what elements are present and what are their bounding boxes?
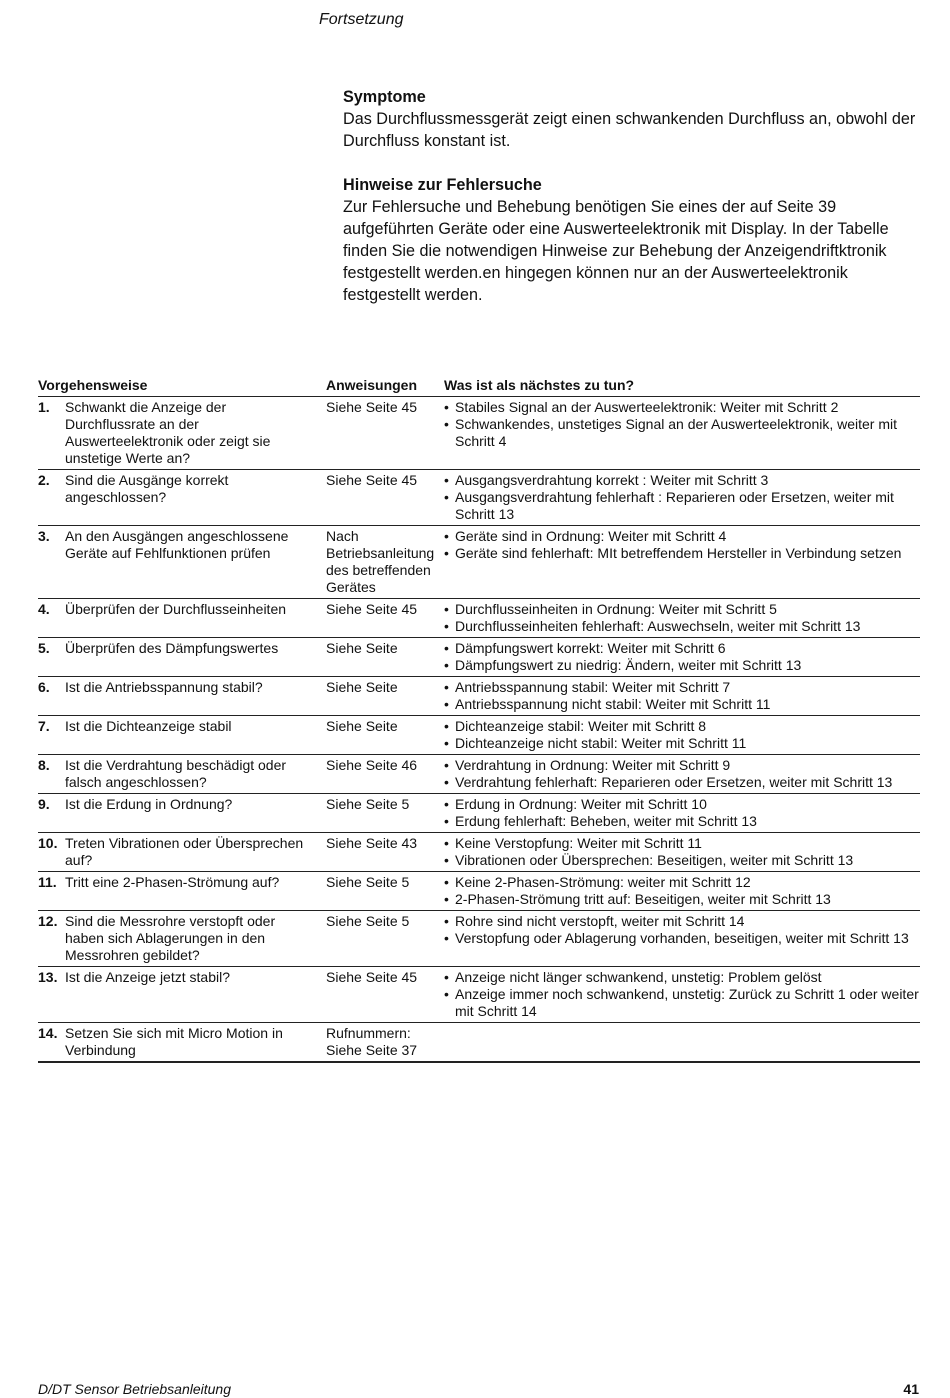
- next-steps-cell: [444, 716, 920, 755]
- next-steps-list: [444, 601, 920, 635]
- table-row: [38, 755, 920, 794]
- next-step-text: Dämpfungswert korrekt: Weiter mit Schritt 6: [455, 640, 726, 656]
- instructions-cell: Siehe Seite 46: [326, 755, 444, 794]
- next-step-item: [444, 679, 920, 696]
- table-row: [38, 716, 920, 755]
- bullet-icon: •: [444, 813, 449, 829]
- step-number: 4.: [38, 601, 50, 617]
- next-step-item: [444, 891, 920, 908]
- next-step-text: 2-Phasen-Strömung tritt auf: Beseitigen, weiter mit Schritt 13: [455, 891, 831, 907]
- bullet-icon: •: [444, 735, 449, 751]
- next-steps-list: [444, 913, 920, 947]
- next-step-item: [444, 657, 920, 674]
- next-step-item: [444, 472, 920, 489]
- step-number: 2.: [38, 472, 50, 488]
- next-step-text: Verdrahtung in Ordnung: Weiter mit Schritt 9: [455, 757, 731, 773]
- next-step-item: [444, 416, 920, 450]
- instructions-cell: Siehe Seite 45: [326, 599, 444, 638]
- procedure-text: Überprüfen des Dämpfungswertes: [65, 640, 279, 656]
- next-step-text: Durchflusseinheiten in Ordnung: Weiter mit Schritt 5: [455, 601, 777, 617]
- bullet-icon: •: [444, 835, 449, 851]
- bullet-icon: •: [444, 679, 449, 695]
- next-step-text: Keine 2-Phasen-Strömung: weiter mit Schritt 12: [455, 874, 751, 890]
- bullet-icon: •: [444, 852, 449, 868]
- bullet-icon: •: [444, 399, 449, 415]
- table-row: [38, 470, 920, 526]
- next-steps-list: [444, 757, 920, 791]
- instructions-cell: Siehe Seite: [326, 677, 444, 716]
- procedure-text: Ist die Anzeige jetzt stabil?: [65, 969, 230, 985]
- procedure-cell: [38, 1023, 326, 1063]
- table-row: [38, 397, 920, 470]
- next-step-item: [444, 796, 920, 813]
- next-step-text: Antriebsspannung nicht stabil: Weiter mit Schritt 11: [455, 696, 771, 712]
- next-step-item: [444, 718, 920, 735]
- next-step-item: [444, 930, 920, 947]
- bullet-icon: •: [444, 969, 449, 985]
- procedure-cell: [38, 911, 326, 967]
- bullet-icon: •: [444, 930, 449, 946]
- procedure-text: Sind die Messrohre verstopft oder haben sich Ablagerungen in den Messrohren gebildet?: [65, 913, 276, 963]
- bullet-icon: •: [444, 913, 449, 929]
- step-number: 1.: [38, 399, 50, 415]
- next-steps-list: [444, 528, 920, 562]
- step-number: 5.: [38, 640, 50, 656]
- procedure-cell: [38, 397, 326, 470]
- table-header-row: [38, 376, 920, 397]
- procedure-cell: [38, 526, 326, 599]
- next-step-item: [444, 835, 920, 852]
- next-steps-cell: [444, 638, 920, 677]
- instructions-cell: Siehe Seite 45: [326, 397, 444, 470]
- table-row: [38, 638, 920, 677]
- next-steps-cell: [444, 677, 920, 716]
- next-step-item: [444, 913, 920, 930]
- procedure-text: An den Ausgängen angeschlossene Geräte auf Fehlfunktionen prüfen: [65, 528, 289, 561]
- bullet-icon: •: [444, 757, 449, 773]
- column-header-next: Was ist als nächstes zu tun?: [444, 376, 920, 397]
- bullet-icon: •: [444, 528, 449, 544]
- next-step-item: [444, 545, 920, 562]
- next-steps-cell: [444, 794, 920, 833]
- bullet-icon: •: [444, 891, 449, 907]
- next-step-text: Anzeige immer noch schwankend, unstetig: Zurück zu Schritt 1 oder weiter mit Schritt 14: [455, 986, 919, 1019]
- procedure-text: Ist die Verdrahtung beschädigt oder falsch angeschlossen?: [65, 757, 287, 790]
- instructions-cell: Siehe Seite 43: [326, 833, 444, 872]
- step-number: 6.: [38, 679, 50, 695]
- procedure-text: Setzen Sie sich mit Micro Motion in Verbindung: [65, 1025, 283, 1058]
- footer-title: D/DT Sensor Betriebsanleitung: [38, 1381, 231, 1397]
- next-steps-list: [444, 718, 920, 752]
- procedure-text: Tritt eine 2-Phasen-Strömung auf?: [65, 874, 280, 890]
- procedure-text: Sind die Ausgänge korrekt angeschlossen?: [65, 472, 229, 505]
- next-steps-list: [444, 874, 920, 908]
- next-steps-cell: [444, 397, 920, 470]
- next-step-text: Erdung in Ordnung: Weiter mit Schritt 10: [455, 796, 707, 812]
- symptoms-text: Das Durchflussmessgerät zeigt einen schwankenden Durchfluss an, obwohl der Durchfluss konstant ist.: [343, 110, 916, 150]
- next-steps-list: [444, 399, 920, 450]
- next-step-text: Erdung fehlerhaft: Beheben, weiter mit Schritt 13: [455, 813, 757, 829]
- instructions-cell: Siehe Seite 5: [326, 794, 444, 833]
- next-step-text: Schwankendes, unstetiges Signal an der Auswerteelektronik, weiter mit Schritt 4: [455, 416, 898, 449]
- next-step-item: [444, 735, 920, 752]
- next-steps-cell: [444, 599, 920, 638]
- next-steps-cell: [444, 911, 920, 967]
- next-step-item: [444, 874, 920, 891]
- procedure-text: Schwankt die Anzeige der Durchflussrate an der Auswerteelektronik oder zeigt sie unstetige Werte an?: [65, 399, 271, 466]
- table-row: [38, 677, 920, 716]
- next-step-text: Anzeige nicht länger schwankend, unstetig: Problem gelöst: [455, 969, 822, 985]
- bullet-icon: •: [444, 472, 449, 488]
- next-steps-cell: [444, 470, 920, 526]
- step-number: 9.: [38, 796, 50, 812]
- next-steps-list: [444, 679, 920, 713]
- bullet-icon: •: [444, 657, 449, 673]
- procedure-cell: [38, 833, 326, 872]
- next-step-item: [444, 489, 920, 523]
- procedure-text: Überprüfen der Durchflusseinheiten: [65, 601, 287, 617]
- next-step-item: [444, 757, 920, 774]
- next-step-text: Rohre sind nicht verstopft, weiter mit Schritt 14: [455, 913, 745, 929]
- continued-label: Fortsetzung: [319, 11, 404, 28]
- next-steps-cell: [444, 833, 920, 872]
- step-number: 3.: [38, 528, 50, 544]
- next-step-item: [444, 399, 920, 416]
- next-steps-cell: [444, 872, 920, 911]
- next-step-item: [444, 640, 920, 657]
- page-number: 41: [903, 1381, 919, 1397]
- next-step-text: Geräte sind in Ordnung: Weiter mit Schritt 4: [455, 528, 727, 544]
- next-steps-list: [444, 835, 920, 869]
- step-number: 7.: [38, 718, 50, 734]
- procedure-text: Treten Vibrationen oder Übersprechen auf?: [65, 835, 304, 868]
- table-row: [38, 967, 920, 1023]
- next-step-item: [444, 696, 920, 713]
- next-steps-list: [444, 969, 920, 1020]
- step-number: 12.: [38, 913, 58, 929]
- instructions-cell: Siehe Seite 45: [326, 967, 444, 1023]
- next-step-text: Vibrationen oder Übersprechen: Beseitigen, weiter mit Schritt 13: [455, 852, 854, 868]
- procedure-text: Ist die Erdung in Ordnung?: [65, 796, 233, 812]
- instructions-cell: Siehe Seite 45: [326, 470, 444, 526]
- step-number: 14.: [38, 1025, 58, 1041]
- table-row: [38, 833, 920, 872]
- column-header-procedure: Vorgehensweise: [38, 376, 326, 397]
- next-step-item: [444, 852, 920, 869]
- next-step-item: [444, 601, 920, 618]
- symptoms-title: Symptome: [343, 88, 426, 106]
- procedure-cell: [38, 677, 326, 716]
- next-step-text: Antriebsspannung stabil: Weiter mit Schritt 7: [455, 679, 731, 695]
- next-step-text: Dichteanzeige stabil: Weiter mit Schritt 8: [455, 718, 707, 734]
- bullet-icon: •: [444, 489, 449, 505]
- step-number: 10.: [38, 835, 58, 851]
- bullet-icon: •: [444, 986, 449, 1002]
- next-step-item: [444, 618, 920, 635]
- procedure-text: Ist die Dichteanzeige stabil: [65, 718, 232, 734]
- procedure-cell: [38, 470, 326, 526]
- instructions-cell: Nach Betriebsanleitung des betreffenden Gerätes: [326, 526, 444, 599]
- next-step-text: Keine Verstopfung: Weiter mit Schritt 11: [455, 835, 702, 851]
- table-row: [38, 526, 920, 599]
- column-header-instructions: Anweisungen: [326, 376, 444, 397]
- hints-text: Zur Fehlersuche und Behebung benötigen Sie eines der auf Seite 39 aufgeführten Geräte oder eine Auswerteelektronik mit Display. In der Tabelle finden Sie die notwendigen Hinweise zur Behebung der Anzeigendriftktronik festgestellt werden.en hingegen können nur an der Auswerteelektronik festgestellt werden.: [343, 198, 889, 304]
- table-row: [38, 599, 920, 638]
- next-step-text: Ausgangsverdrahtung fehlerhaft : Reparieren oder Ersetzen, weiter mit Schritt 13: [455, 489, 894, 522]
- bullet-icon: •: [444, 601, 449, 617]
- procedure-cell: [38, 599, 326, 638]
- bullet-icon: •: [444, 796, 449, 812]
- instructions-cell: Siehe Seite: [326, 716, 444, 755]
- next-step-text: Verstopfung oder Ablagerung vorhanden, beseitigen, weiter mit Schritt 13: [455, 930, 909, 946]
- table-row: [38, 794, 920, 833]
- bullet-icon: •: [444, 545, 449, 561]
- table-row: [38, 1023, 920, 1063]
- table-row: [38, 911, 920, 967]
- step-number: 8.: [38, 757, 50, 773]
- hints-title: Hinweise zur Fehlersuche: [343, 176, 542, 194]
- procedure-cell: [38, 638, 326, 677]
- next-step-text: Verdrahtung fehlerhaft: Reparieren oder Ersetzen, weiter mit Schritt 13: [455, 774, 893, 790]
- intro-section: [343, 86, 918, 306]
- next-step-text: Durchflusseinheiten fehlerhaft: Auswechseln, weiter mit Schritt 13: [455, 618, 861, 634]
- instructions-cell: Siehe Seite: [326, 638, 444, 677]
- next-step-text: Dämpfungswert zu niedrig: Ändern, weiter mit Schritt 13: [455, 657, 802, 673]
- procedure-text: Ist die Antriebsspannung stabil?: [65, 679, 263, 695]
- procedure-cell: [38, 794, 326, 833]
- instructions-cell: Rufnummern: Siehe Seite 37: [326, 1023, 444, 1063]
- troubleshooting-table: [38, 376, 920, 1063]
- procedure-cell: [38, 967, 326, 1023]
- next-step-text: Stabiles Signal an der Auswerteelektronik: Weiter mit Schritt 2: [455, 399, 839, 415]
- next-steps-cell: [444, 967, 920, 1023]
- next-step-item: [444, 813, 920, 830]
- table-body: [38, 397, 920, 1063]
- next-step-text: Ausgangsverdrahtung korrekt : Weiter mit Schritt 3: [455, 472, 769, 488]
- bullet-icon: •: [444, 640, 449, 656]
- step-number: 13.: [38, 969, 58, 985]
- table-row: [38, 872, 920, 911]
- next-step-item: [444, 528, 920, 545]
- next-step-text: Dichteanzeige nicht stabil: Weiter mit Schritt 11: [455, 735, 747, 751]
- procedure-cell: [38, 755, 326, 794]
- step-number: 11.: [38, 874, 57, 890]
- procedure-cell: [38, 716, 326, 755]
- next-steps-cell: [444, 526, 920, 599]
- next-step-item: [444, 774, 920, 791]
- bullet-icon: •: [444, 696, 449, 712]
- bullet-icon: •: [444, 416, 449, 432]
- procedure-cell: [38, 872, 326, 911]
- instructions-cell: Siehe Seite 5: [326, 872, 444, 911]
- next-steps-list: [444, 472, 920, 523]
- instructions-cell: Siehe Seite 5: [326, 911, 444, 967]
- next-steps-list: [444, 640, 920, 674]
- bullet-icon: •: [444, 718, 449, 734]
- next-step-item: [444, 969, 920, 986]
- bullet-icon: •: [444, 874, 449, 890]
- bullet-icon: •: [444, 618, 449, 634]
- bullet-icon: •: [444, 774, 449, 790]
- next-steps-list: [444, 796, 920, 830]
- next-step-text: Geräte sind fehlerhaft: MIt betreffendem Hersteller in Verbindung setzen: [455, 545, 902, 561]
- next-steps-cell: [444, 1023, 920, 1063]
- next-step-item: [444, 986, 920, 1020]
- next-steps-cell: [444, 755, 920, 794]
